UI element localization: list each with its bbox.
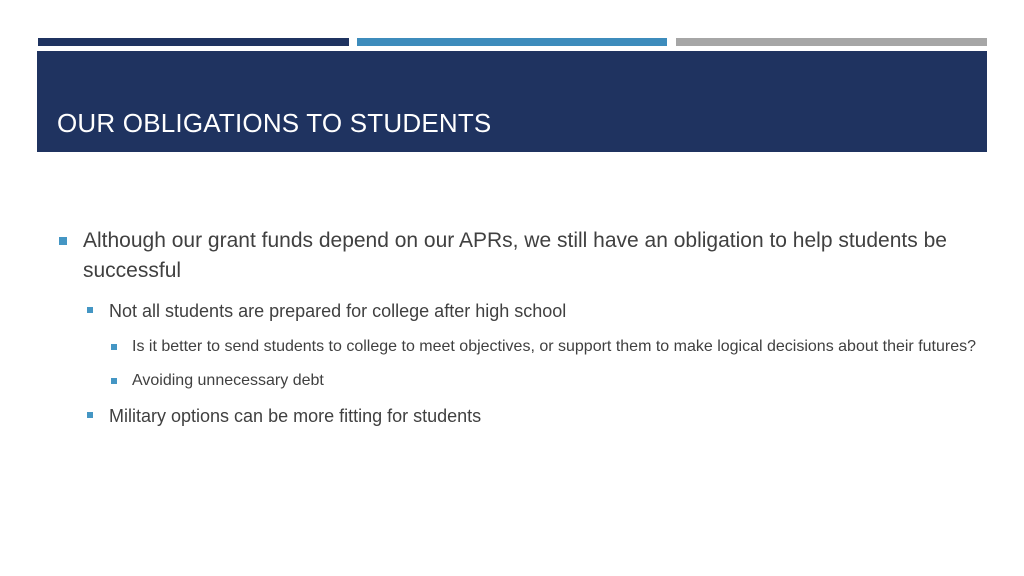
square-bullet-icon bbox=[87, 412, 93, 418]
accent-bar-navy bbox=[38, 38, 349, 46]
bullet-item-level-1 bbox=[58, 226, 978, 286]
bullet-item-level-2 bbox=[85, 404, 978, 428]
bullet-text: Not all students are prepared for college after high school bbox=[109, 301, 567, 321]
bullet-item-level-3 bbox=[109, 336, 978, 358]
bullet-text: Military options can be more fitting for students bbox=[109, 406, 482, 426]
bullet-text: Avoiding unnecessary debt bbox=[132, 372, 324, 389]
bullet-text: Although our grant funds depend on our APRs, we still have an obligation to help students be successful bbox=[83, 229, 947, 282]
square-bullet-icon bbox=[111, 344, 117, 350]
square-bullet-icon bbox=[87, 307, 93, 313]
bullet-text: Is it better to send students to college to meet objectives, or support them to make logical decisions about their futures? bbox=[132, 338, 977, 355]
title-band bbox=[37, 51, 987, 152]
bullet-list bbox=[58, 226, 978, 428]
accent-bar-gray bbox=[676, 38, 987, 46]
accent-bar-blue bbox=[357, 38, 667, 46]
slide-title: OUR OBLIGATIONS TO STUDENTS bbox=[57, 108, 492, 138]
square-bullet-icon bbox=[111, 378, 117, 384]
bullet-item-level-2 bbox=[85, 299, 978, 323]
square-bullet-icon bbox=[59, 237, 67, 245]
bullet-item-level-3 bbox=[109, 370, 978, 392]
